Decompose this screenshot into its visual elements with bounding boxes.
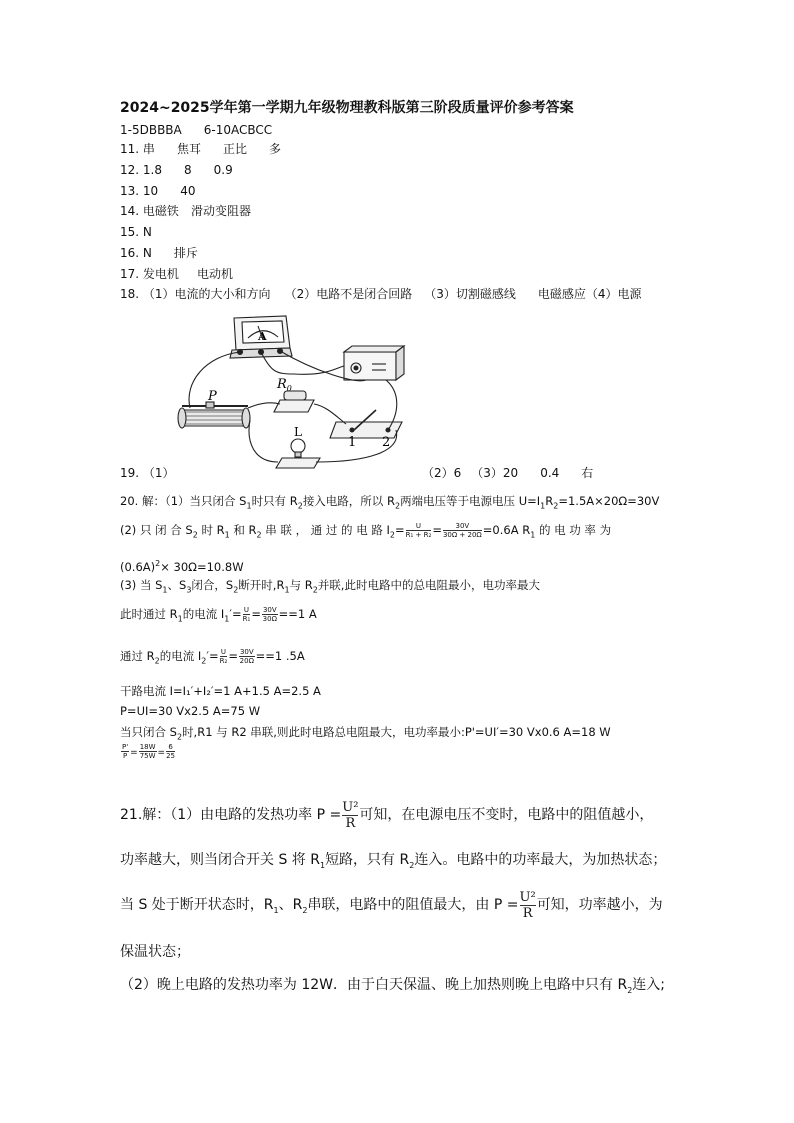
answer-line-19-right xyxy=(422,465,593,481)
answer-line-18 xyxy=(120,286,641,302)
question-number: 14. xyxy=(120,204,140,218)
q20-line-9: 当只闭合 $S_2$时,R1 与 R2 串联,则此时电路总电阻最大，电功率最小:P'=UI′=30 Vx0.6 A=18 W xyxy=(120,725,611,742)
lamp-bulb xyxy=(291,439,305,453)
text: 串联，电路中的阻值最大，由 P = xyxy=(307,897,519,913)
text: 、R xyxy=(278,897,303,913)
text: 和 R xyxy=(229,523,257,537)
text: 断开时,R xyxy=(238,578,285,592)
answer-text: 40 xyxy=(180,184,196,198)
q21-line-1 xyxy=(120,795,653,835)
answer-text: 串 xyxy=(142,142,155,156)
text: 、S xyxy=(167,578,187,592)
answer-text: 焦耳 xyxy=(176,142,201,156)
text: 闭合，S xyxy=(191,578,234,592)
answer-text: （3）20 xyxy=(471,466,519,480)
ammeter-label: A xyxy=(258,330,267,343)
circuit-diagram xyxy=(176,312,412,472)
text: 的电流 I xyxy=(182,607,225,621)
text: 串 联 ， 通 过 的 电 路 I xyxy=(261,523,390,537)
question-number: 13. xyxy=(120,184,140,198)
q20-line-2: (2) 只 闭 合 $S_2$ 时 $R_1$ 和 $R_2$ 串 联 ， 通 过 的 电 路 $I_2=$ $\frac{U}{\text{R₁ + R₂}}$ = $\frac{30V}{30\Omega + 20\Omega}$ =0.6A $R_1$ 的 电 功 率 为 xyxy=(120,522,612,540)
fraction: $\frac{30V}{30\Omega + 20\Omega}$ xyxy=(442,522,482,539)
q21-line-3: 当 S 处于断开状态时，$R_1$、$R_2$串联，电路中的阻值最大，由 P = $\frac{\text{U²}}{R}$ 可知，功率越小，为 xyxy=(120,889,663,921)
fraction: $\frac{18W}{75W}$ xyxy=(139,743,156,760)
text: 连入; xyxy=(632,977,666,993)
answer-text: 0.9 xyxy=(213,163,233,177)
text: 功率越大，则当闭合开关 S 将 R xyxy=(120,852,320,868)
answer-line-17 xyxy=(120,266,233,282)
answer-text: 正比 xyxy=(222,142,247,156)
fraction: $\frac{U}{\text{R₂}}$ xyxy=(219,648,228,665)
exponent: 2 xyxy=(155,559,161,568)
text: 与 R xyxy=(289,578,313,592)
text: 21.解：（1）由电路的发热功率 P = xyxy=(120,807,342,823)
q20-line-6: 通过 $R_2$的电流 $I_2'=$ $\frac{U}{\text{R₂}}$ = $\frac{30V}{20\Omega}$ ==1 .5A xyxy=(120,648,305,666)
answer-line-19-left xyxy=(120,465,175,481)
answer-text: 电磁铁 xyxy=(142,204,179,218)
slider-p-label: P xyxy=(208,389,217,404)
text: 时 R xyxy=(197,523,225,537)
lamp-label: L xyxy=(294,425,302,439)
question-number: 12. xyxy=(120,163,140,177)
answer-line-1-10 xyxy=(120,122,272,138)
answer-text: 1.8 xyxy=(142,163,163,177)
text: (2) 只 闭 合 S xyxy=(120,523,193,537)
page-title: 2024~2025学年第一学期九年级物理教科版第三阶段质量评价参考答案 xyxy=(120,100,574,116)
answer-text: （2）电路不是闭合回路 xyxy=(284,287,413,301)
text: （2）晚上电路的发热功率为 12W．由于白天保温、晚上加热则晚上电路中只有 R xyxy=(120,977,628,993)
q20-line-4: (3) 当 $S_1$、$S_3$闭合，$S_2$断开时$,R_1$与 $R_2$并联,此时电路中的总电阻最小，电功率最大 xyxy=(120,578,540,595)
text: 短路，只有 R xyxy=(325,852,410,868)
answer-text: 发电机 xyxy=(142,267,179,281)
resistor-r0 xyxy=(274,400,314,412)
text: = xyxy=(432,523,442,537)
answer-line-16 xyxy=(120,245,198,261)
answer-text: （3）切割磁感线 xyxy=(424,287,516,301)
q20-line-8: P=UI=30 Vx2.5 A=75 W xyxy=(120,704,261,718)
text: ==1 .5A xyxy=(255,649,305,663)
question-number: 15. xyxy=(120,225,140,239)
fraction: $\frac{U}{\text{R₁}}$ xyxy=(242,606,251,623)
r0-label: $R_0$ xyxy=(277,377,292,393)
q21-line-4: 保温状态； xyxy=(120,944,190,960)
text: 并联,此时电路中的总电阻最小，电功率最大 xyxy=(317,578,540,592)
text: × 30Ω=10.8W xyxy=(160,559,244,574)
text: 连入。电路中的功率最大，为加热状态； xyxy=(414,852,667,868)
answer-text: 0.4 xyxy=(540,466,560,480)
answer-text: 多 xyxy=(268,142,281,156)
text: =0.6A R xyxy=(482,523,531,537)
fraction: $\frac{30V}{20\Omega}$ xyxy=(239,648,254,665)
question-number: 16. xyxy=(120,246,140,260)
choice-answers-6-10: 6-10ACBCC xyxy=(203,123,273,137)
answer-text: （1）电流的大小和方向 xyxy=(142,287,271,301)
text: 接入电路，所以 R xyxy=(302,494,395,508)
q21-line-2: 功率越大，则当闭合开关 S 将 $R_1$短路，只有 $R_2$连入。电路中的功率最大，为加热状态； xyxy=(120,852,667,870)
q20-line-7: 干路电流 I=I₁′+I₂′=1 A+1.5 A=2.5 A xyxy=(120,684,321,698)
answer-line-14 xyxy=(120,203,251,219)
answer-text: 排斥 xyxy=(173,246,198,260)
question-number: 11. xyxy=(120,142,140,156)
switch-2-label: 2 xyxy=(382,435,391,450)
fraction: $\frac{\text{U²}}{R}$ xyxy=(519,889,536,921)
text: ′= xyxy=(206,649,219,663)
question-number: 17. xyxy=(120,267,140,281)
text: 时只有 R xyxy=(251,494,298,508)
choice-answers-1-5: 1-5DBBBA xyxy=(120,123,182,137)
text: (3) 当 S xyxy=(120,578,163,592)
question-number: 18. xyxy=(120,287,140,301)
q21-line-5: （2）晚上电路的发热功率为 12W．由于白天保温、晚上加热则晚上电路中只有 $R_2$连入; xyxy=(120,977,666,995)
answer-line-12 xyxy=(120,162,233,178)
text: = xyxy=(157,748,166,758)
fraction: $\frac{P'}{P}$ xyxy=(122,743,129,760)
q20-line-5: 此时通过 $R_1$的电流 $I_1'=$ $\frac{U}{\text{R₁}}$ = $\frac{30V}{30\Omega}$ ==1 A xyxy=(120,606,317,624)
fraction: $\frac{6}{25}$ xyxy=(166,743,176,760)
answer-line-15 xyxy=(120,224,152,240)
answer-text: 滑动变阻器 xyxy=(190,204,251,218)
answer-text: N xyxy=(142,246,152,260)
fraction: $\frac{30V}{30\Omega}$ xyxy=(262,606,277,623)
q20-line-10 xyxy=(120,743,176,761)
text: 两端电压等于电源电压 U=I xyxy=(400,494,541,508)
text: 的 电 功 率 为 xyxy=(535,523,612,537)
answer-line-11 xyxy=(120,141,281,157)
text: 此时通过 R xyxy=(120,607,178,621)
text: 当 S 处于断开状态时，R xyxy=(120,897,274,913)
answer-text: N xyxy=(142,225,152,239)
q20-line-1: 20. 解：（1）当只闭合 $S_1$时只有 $R_2$接入电路，所以 $R_2$两端电压等于电源电压 $U=I_1R_2=1.5A\times 20\Omega=30V$ xyxy=(120,494,660,511)
text: 的电流 I xyxy=(159,649,202,663)
text: R xyxy=(545,494,554,508)
text: =1.5A×20Ω=30V xyxy=(558,494,660,508)
answer-text: （2）6 xyxy=(422,466,462,480)
text: (0.6A) xyxy=(120,559,156,574)
fraction: $\frac{\text{U²}}{R}$ xyxy=(342,799,359,831)
text: ′= xyxy=(229,607,242,621)
text: 20. 解：（1）当只闭合 S xyxy=(120,494,247,508)
lamp-base xyxy=(276,458,320,468)
fraction: $\frac{U}{\text{R₁ + R₂}}$ xyxy=(405,522,432,539)
answer-text: 10 xyxy=(142,184,159,198)
text: = xyxy=(228,649,238,663)
answer-text: （1） xyxy=(142,466,175,480)
answer-text: 8 xyxy=(184,163,192,177)
text: 当只闭合 S xyxy=(120,725,177,739)
text: 可知，功率越小，为 xyxy=(536,897,663,913)
text: ==1 A xyxy=(278,607,317,621)
text: 可知，在电源电压不变时，电路中的阻值越小， xyxy=(359,807,654,823)
answer-line-13 xyxy=(120,183,195,199)
answer-text: 电动机 xyxy=(196,267,233,281)
switch-1-label: 1 xyxy=(348,435,357,450)
text: = xyxy=(251,607,261,621)
answer-text: 右 xyxy=(581,466,594,480)
q20-line-3 xyxy=(120,556,244,575)
text: 通过 R xyxy=(120,649,155,663)
question-number: 19. xyxy=(120,466,140,480)
answer-text: 电磁感应（4）电源 xyxy=(537,287,642,301)
text: = xyxy=(395,523,405,537)
text: 时,R1 与 R2 串联,则此时电路总电阻最大，电功率最小:P'=UI′=30 Vx0.6 A=18 W xyxy=(182,725,611,739)
text: = xyxy=(130,748,138,758)
